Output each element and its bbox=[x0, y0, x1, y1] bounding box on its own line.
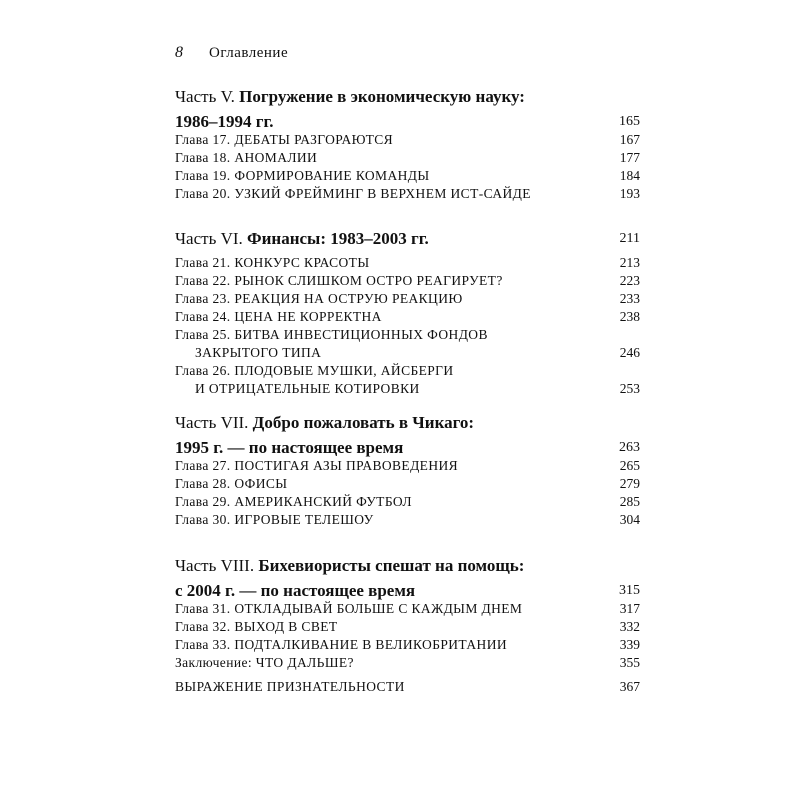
chapter-label: Глава 32. bbox=[175, 619, 231, 634]
chapter-title: АНОМАЛИИ bbox=[234, 150, 318, 165]
part-title: Добро пожаловать в Чикаго: bbox=[252, 413, 475, 432]
chapter-title: ДЕБАТЫ РАЗГОРАЮТСЯ bbox=[234, 132, 394, 147]
part-heading-7[interactable] bbox=[175, 410, 640, 460]
chapter-label: Глава 20. bbox=[175, 186, 231, 201]
acknowledgements-title: ВЫРАЖЕНИЕ ПРИЗНАТЕЛЬНОСТИ bbox=[175, 679, 405, 694]
chapter-title: УЗКИЙ ФРЕЙМИНГ В ВЕРХНЕМ ИСТ-САЙДЕ bbox=[234, 186, 531, 201]
chapter-page: 339 bbox=[619, 637, 640, 652]
part-heading-6[interactable] bbox=[175, 226, 640, 251]
chapter-entry-28[interactable] bbox=[175, 475, 640, 493]
acknowledgements-entry[interactable] bbox=[175, 678, 640, 696]
chapter-entry-18[interactable] bbox=[175, 149, 640, 167]
chapter-page: 265 bbox=[619, 458, 640, 473]
chapter-title-line2: И ОТРИЦАТЕЛЬНЫЕ КОТИРОВКИ bbox=[195, 381, 420, 396]
chapter-title: ЦЕНА НЕ КОРРЕКТНА bbox=[234, 309, 382, 324]
part-page: 263 bbox=[619, 440, 640, 455]
part-label: Часть VIII. bbox=[175, 556, 255, 575]
acknowledgements-page: 367 bbox=[619, 679, 640, 694]
chapter-title: ОФИСЫ bbox=[234, 476, 288, 491]
page-number: 8 bbox=[175, 44, 183, 61]
conclusion-entry[interactable] bbox=[175, 654, 640, 672]
conclusion-page: 355 bbox=[619, 655, 640, 670]
running-title: Оглавление bbox=[209, 45, 289, 61]
chapter-label: Глава 22. bbox=[175, 273, 231, 288]
part-title-line2: 1986–1994 гг. bbox=[175, 112, 274, 131]
chapter-title: БИТВА ИНВЕСТИЦИОННЫХ ФОНДОВ bbox=[234, 327, 488, 342]
chapter-page: 246 bbox=[619, 345, 640, 360]
chapter-title: КОНКУРС КРАСОТЫ bbox=[234, 255, 370, 270]
chapter-title-line2: ЗАКРЫТОГО ТИПА bbox=[195, 345, 322, 360]
chapter-page: 285 bbox=[619, 494, 640, 509]
chapter-label: Глава 21. bbox=[175, 255, 231, 270]
chapter-entry-24[interactable] bbox=[175, 308, 640, 326]
chapter-page: 279 bbox=[619, 476, 640, 491]
chapter-label: Глава 27. bbox=[175, 458, 231, 473]
chapter-entry-31[interactable] bbox=[175, 600, 640, 618]
chapter-page: 332 bbox=[619, 619, 640, 634]
chapter-entry-30[interactable] bbox=[175, 511, 640, 529]
chapter-title: РЫНОК СЛИШКОМ ОСТРО РЕАГИРУЕТ? bbox=[234, 273, 503, 288]
chapter-label: Глава 26. bbox=[175, 363, 231, 378]
chapter-title: АМЕРИКАНСКИЙ ФУТБОЛ bbox=[234, 494, 412, 509]
chapter-page: 253 bbox=[619, 381, 640, 396]
chapter-page: 167 bbox=[619, 132, 640, 147]
chapter-label: Глава 30. bbox=[175, 512, 231, 527]
chapter-label: Глава 17. bbox=[175, 132, 231, 147]
part-title-line2: 1995 г. — по настоящее время bbox=[175, 438, 404, 457]
chapter-entry-17[interactable] bbox=[175, 131, 640, 149]
chapter-title: ВЫХОД В СВЕТ bbox=[234, 619, 338, 634]
part-title-line2: с 2004 г. — по настоящее время bbox=[175, 581, 416, 600]
conclusion-title: ЧТО ДАЛЬШЕ? bbox=[255, 655, 354, 670]
running-head bbox=[175, 44, 288, 62]
chapter-title: ИГРОВЫЕ ТЕЛЕШОУ bbox=[234, 512, 374, 527]
chapter-label: Глава 33. bbox=[175, 637, 231, 652]
chapter-entry-19[interactable] bbox=[175, 167, 640, 185]
part-label: Часть VII. bbox=[175, 413, 249, 432]
chapter-page: 304 bbox=[619, 512, 640, 527]
chapter-title: ПЛОДОВЫЕ МУШКИ, АЙСБЕРГИ bbox=[234, 363, 454, 378]
chapter-page: 184 bbox=[619, 168, 640, 183]
chapter-entry-20[interactable] bbox=[175, 185, 640, 203]
chapter-title: ФОРМИРОВАНИЕ КОМАНДЫ bbox=[234, 168, 430, 183]
part-label: Часть VI. bbox=[175, 229, 243, 248]
part-page: 211 bbox=[619, 231, 640, 246]
chapter-entry-25[interactable] bbox=[175, 326, 640, 362]
chapter-page: 213 bbox=[619, 255, 640, 270]
chapter-label: Глава 31. bbox=[175, 601, 231, 616]
part-heading-8[interactable] bbox=[175, 553, 640, 603]
chapter-page: 233 bbox=[619, 291, 640, 306]
chapter-entry-32[interactable] bbox=[175, 618, 640, 636]
chapter-label: Глава 24. bbox=[175, 309, 231, 324]
chapter-entry-22[interactable] bbox=[175, 272, 640, 290]
chapter-label: Глава 23. bbox=[175, 291, 231, 306]
part-title: Финансы: 1983–2003 гг. bbox=[247, 229, 429, 248]
chapter-title: ПОСТИГАЯ АЗЫ ПРАВОВЕДЕНИЯ bbox=[234, 458, 459, 473]
chapter-page: 177 bbox=[619, 150, 640, 165]
part-page: 315 bbox=[619, 583, 640, 598]
chapter-page: 317 bbox=[619, 601, 640, 616]
chapter-entry-29[interactable] bbox=[175, 493, 640, 511]
part-title: Бихевиористы спешат на помощь: bbox=[258, 556, 525, 575]
chapter-entry-21[interactable] bbox=[175, 254, 640, 272]
chapter-entry-33[interactable] bbox=[175, 636, 640, 654]
chapter-page: 238 bbox=[619, 309, 640, 324]
chapter-title: ОТКЛАДЫВАЙ БОЛЬШЕ С КАЖДЫМ ДНЕМ bbox=[234, 601, 523, 616]
chapter-title: ПОДТАЛКИВАНИЕ В ВЕЛИКОБРИТАНИИ bbox=[234, 637, 507, 652]
conclusion-label: Заключение: bbox=[175, 655, 252, 670]
part-label: Часть V. bbox=[175, 87, 235, 106]
chapter-entry-27[interactable] bbox=[175, 457, 640, 475]
part-page: 165 bbox=[619, 114, 640, 129]
part-title: Погружение в экономическую науку: bbox=[239, 87, 525, 106]
chapter-page: 223 bbox=[619, 273, 640, 288]
chapter-label: Глава 29. bbox=[175, 494, 231, 509]
chapter-entry-23[interactable] bbox=[175, 290, 640, 308]
chapter-page: 193 bbox=[619, 186, 640, 201]
chapter-label: Глава 19. bbox=[175, 168, 231, 183]
chapter-label: Глава 25. bbox=[175, 327, 231, 342]
part-heading-5[interactable] bbox=[175, 84, 640, 134]
chapter-title: РЕАКЦИЯ НА ОСТРУЮ РЕАКЦИЮ bbox=[234, 291, 463, 306]
chapter-entry-26[interactable] bbox=[175, 362, 640, 398]
chapter-label: Глава 28. bbox=[175, 476, 231, 491]
chapter-label: Глава 18. bbox=[175, 150, 231, 165]
